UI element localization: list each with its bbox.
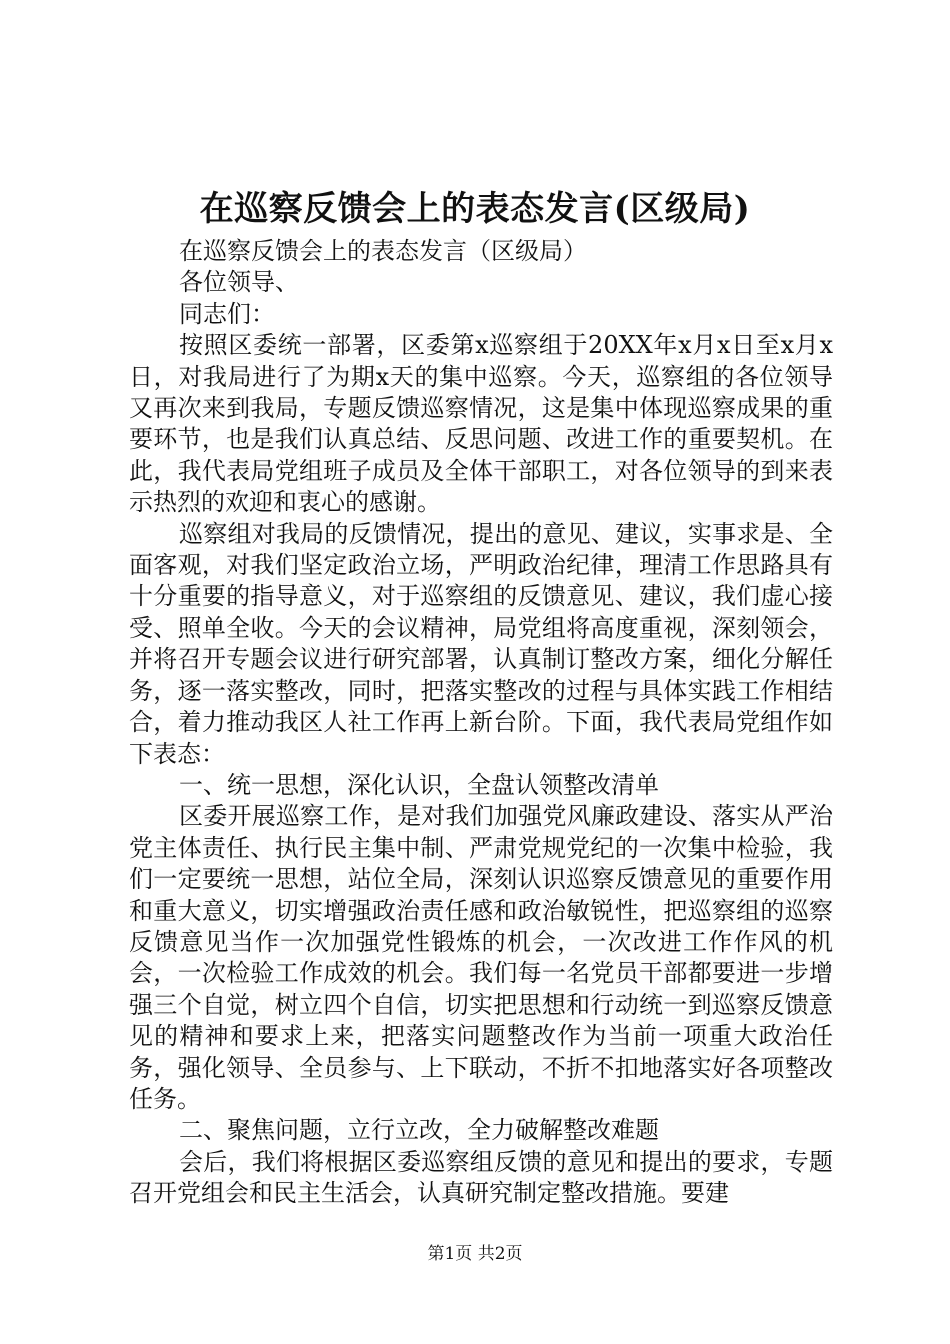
- paragraph-heading-repeat: 在巡察反馈会上的表态发言（区级局）: [179, 237, 587, 265]
- paragraph-section-1: 区委开展巡察工作，是对我们加强党风廉政建设、落实从严治党主体责任、执行民主集中制、严肃党规党纪的一次集中检验，我们一定要统一思想，站位全局，深刻认识巡察反馈意见的重要作用和重大意义，切实增强政治责任感和政治敏锐性，把巡察组的巡察反馈意见当作一次加强党性锻炼的机会，一次改进工作作风的机会，一次检验工作成效的机会。我们每一名党员干部都要进一步增强三个自觉，树立四个自信，切实把思想和行动统一到巡察反馈意见的精神和要求上来，把落实问题整改作为当前一项重大政治任务，强化领导、全员参与、上下联动，不折不扣地落实好各项整改任务。: [129, 802, 833, 1113]
- paragraph-salutation-leaders: 各位领导、: [179, 268, 299, 297]
- paragraph-salutation-comrades: 同志们：: [179, 299, 275, 328]
- page-footer: 第1页 共2页: [427, 1244, 523, 1264]
- document-body: [129, 236, 833, 1210]
- paragraph-feedback: 巡察组对我局的反馈情况，提出的意见、建议，实事求是、全面客观，对我们坚定政治立场，严明政治纪律，理清工作思路具有十分重要的指导意义，对于巡察组的反馈意见、建议，我们虚心接受、照单全收。今天的会议精神，局党组将高度重视，深刻领会，并将召开专题会议进行研究部署，认真制订整改方案，细化分解任务，逐一落实整改，同时，把落实整改的过程与具体实践工作相结合，着力推动我区人社工作再上新台阶。下面，我代表局党组作如下表态：: [129, 519, 833, 768]
- paragraph-section-2: 会后，我们将根据区委巡察组反馈的意见和提出的要求，专题召开党组会和民主生活会，认真研究制定整改措施。要建: [129, 1147, 833, 1208]
- section-heading-1: 一、统一思想，深化认识，全盘认领整改清单: [179, 770, 659, 799]
- section-heading-2: 二、聚焦问题，立行立改，全力破解整改难题: [179, 1116, 659, 1145]
- document-title: 在巡察反馈会上的表态发言(区级局): [199, 189, 751, 229]
- paragraph-intro: 按照区委统一部署，区委第x巡察组于20XX年x月x日至x月x日，对我局进行了为期x天的集中巡察。今天，巡察组的各位领导又再次来到我局，专题反馈巡察情况，这是集中体现巡察成果的重要环节，也是我们认真总结、反思问题、改进工作的重要契机。在此，我代表局党组班子成员及全体干部职工，对各位领导的到来表示热烈的欢迎和衷心的感谢。: [129, 331, 833, 517]
